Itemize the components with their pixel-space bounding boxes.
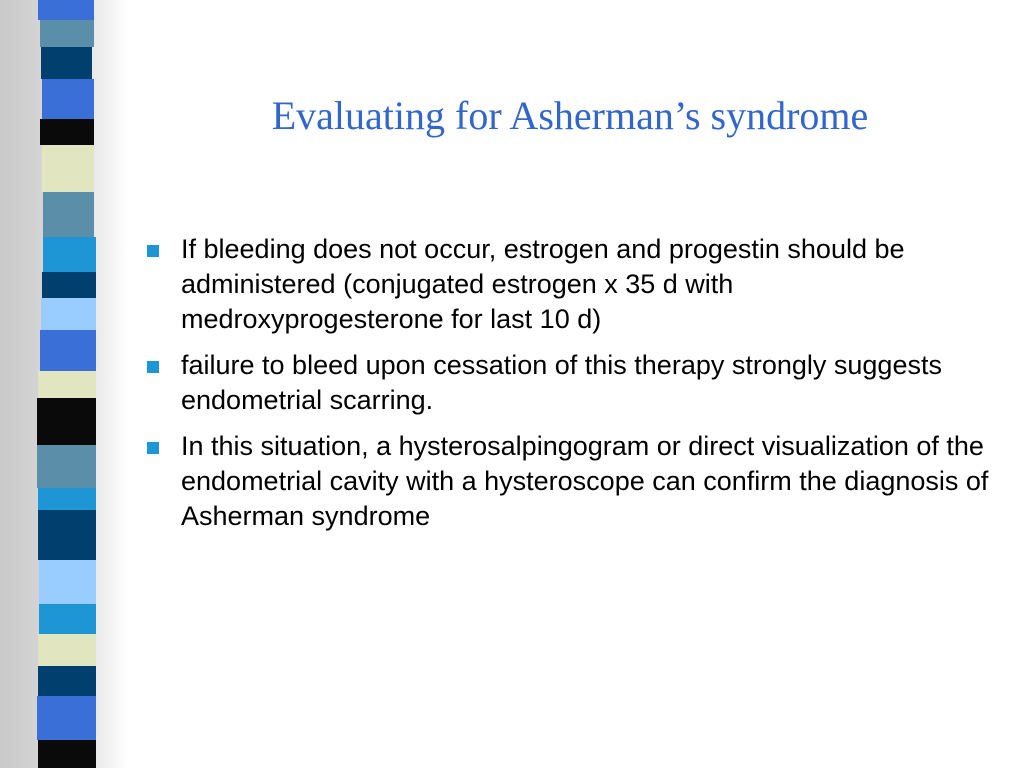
strip-block	[37, 398, 96, 445]
strip-block	[42, 145, 94, 192]
strip-block	[38, 371, 96, 398]
bullet-text: If bleeding does not occur, estrogen and progestin should be administered (conjugated estrogen x 35 d with medroxyprogesterone for last 10 d)	[181, 234, 905, 334]
strip-block	[37, 445, 96, 488]
square-bullet-icon	[147, 442, 159, 454]
strip-block	[40, 20, 94, 47]
strip-block	[42, 79, 94, 119]
bullet-text: In this situation, a hysterosalpingogram or direct visualization of the endometrial cavity with a hysteroscope can confirm the diagnosis of Asherman syndrome	[181, 431, 989, 531]
bullet-item	[147, 232, 997, 337]
bullet-item	[147, 429, 997, 534]
strip-block	[38, 666, 96, 696]
strip-block	[43, 192, 94, 237]
strip-block	[39, 604, 96, 634]
strip-block	[41, 298, 96, 330]
strip-block	[38, 634, 96, 666]
bullet-text: failure to bleed upon cessation of this therapy strongly suggests endometrial scarring.	[181, 350, 942, 415]
decorative-left-strip	[0, 0, 120, 768]
strip-block	[41, 47, 92, 79]
strip-block	[38, 0, 94, 20]
strip-block	[43, 237, 96, 272]
square-bullet-icon	[147, 245, 159, 257]
bullet-item	[147, 348, 997, 418]
strip-block	[38, 740, 96, 768]
strip-block	[37, 696, 96, 740]
strip-block	[42, 272, 96, 298]
bullet-list	[147, 232, 997, 545]
strip-block	[40, 330, 96, 371]
strip-block	[38, 510, 96, 560]
strip-block	[40, 119, 94, 145]
strip-block	[38, 488, 96, 510]
square-bullet-icon	[147, 361, 159, 373]
strip-block	[39, 560, 96, 604]
slide-title: Evaluating for Asherman’s syndrome	[271, 93, 869, 138]
